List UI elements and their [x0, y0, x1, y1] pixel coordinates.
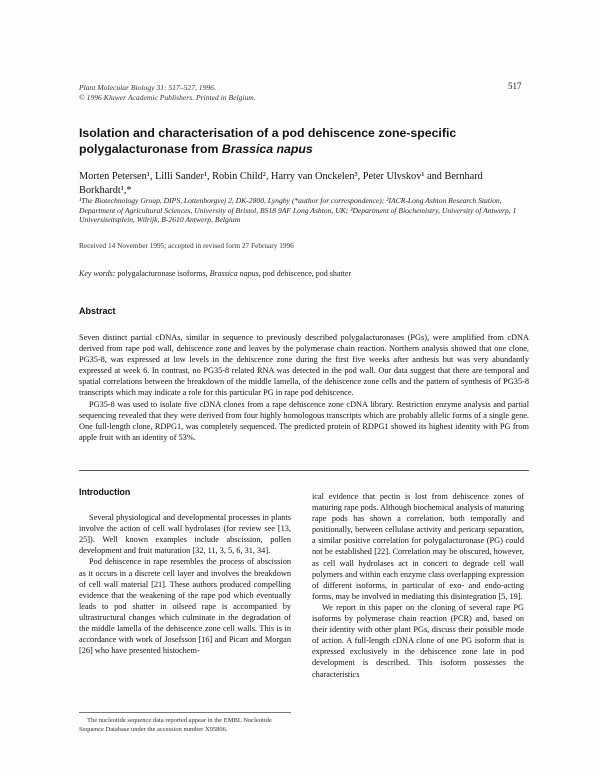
- left-column: [79, 487, 291, 656]
- received-dates: Received 14 November 1995; accepted in revised form 27 February 1996: [79, 241, 294, 250]
- keywords: [79, 269, 351, 278]
- author-list: Morten Petersen¹, Lilli Sander¹, Robin Child², Harry van Onckelen³, Peter Ulvskov¹ and Bernhard Borkhardt¹,*: [79, 171, 483, 196]
- title-main: Isolation and characterisation of a pod dehiscence zone-specific polygalacturonase from: [79, 126, 457, 156]
- keywords-species: Brassica napus: [209, 269, 259, 278]
- affiliations: ¹The Biotechnology Group, DIPS, Lottenborgvej 2, DK-2800, Lyngby (*author for correspondence); ²IACR-Long Ashton Research Station, Department of Agricultural Sciences, University of Bristol, BS18 9AF Long Ashton, UK; ³Department of Biochemistry, University of Antwerp, 1 Universiteitsplein, Wilrijk, B-2610 Antwerp, Belgium: [79, 196, 517, 225]
- journal-line-2: © 1996 Kluwer Academic Publishers. Printed in Belgium.: [79, 93, 256, 102]
- keywords-rest: , pod dehiscence, pod shatter: [258, 269, 352, 278]
- title-species: Brassica napus: [221, 141, 313, 156]
- abstract-paragraph-1: Seven distinct partial cDNAs, similar in sequence to previously described polygalacturonases (PGs), were amplified from cDNA derived from rape pod wall, dehiscence zone and leaves by the polymerase chain reaction. Northern analysis showed that one clone, PG35-8, was expressed at low levels in the dehiscence zone during the first five weeks after anthesis but was very abundantly expressed at week 6. In contrast, no PG35-8 related RNA was detected in the pod wall. Our data suggest that there are temporal and spatial correlations between the breakdown of the middle lamella, of the dehiscence zone cells and the pattern of synthesis of PG35-8 transcripts which may indicate a role for this particular PG in rape pod dehiscence.: [79, 333, 529, 398]
- keywords-label: Key words:: [79, 269, 116, 278]
- abstract-paragraph-2: PG35-8 was used to isolate five cDNA clones from a rape dehiscence zone cDNA library. Restriction enzyme analysis and partial sequencing revealed that they were derived from four highly homologous transcripts which are probably allelic forms of a single gene. One full-length clone, RDPG1, was completely sequenced. The predicted protein of RDPG1 showed its highest identity with PG from apple fruit with an identity of 53%.: [79, 399, 529, 442]
- footnote: The nucleotide sequence data reported appear in the EMBL Nucleotide Sequence Database under the accession number X95806.: [79, 712, 291, 734]
- article-title: [79, 126, 529, 157]
- journal-citation: [79, 83, 256, 103]
- intro-paragraph-2: Pod dehiscence in rape resembles the process of abscission as it occurs in a discrete cell layer and involves the breakdown of cell wall material [21]. These authors produced compelling evidence that the weakening of the rape pod which eventually leads to pod shatter in oilseed rape is accompanied by ultrastructural changes which culminate in the degradation of the middle lamella of the dehiscence zone cell walls. This is in accordance with work of Josefsson [16] and Picart and Morgan [26] who have presented histochem-: [79, 557, 291, 656]
- introduction-heading: Introduction: [79, 487, 131, 497]
- section-divider: [79, 470, 529, 471]
- journal-line-1: Plant Molecular Biology 31: 517–527, 1996.: [79, 83, 216, 92]
- keywords-text: polygalacturonase isoforms,: [117, 269, 208, 278]
- page-number: 517: [508, 81, 522, 91]
- abstract-body: [79, 332, 529, 443]
- abstract-heading: Abstract: [79, 306, 116, 316]
- right-column: [312, 491, 524, 680]
- intro-paragraph-2-continued: ical evidence that pectin is lost from dehiscence zones of maturing rape pods. Although biochemical analysis of maturing rape pods has shown a correlation, both temporally and positionally, between cellulase activity and pericarp separation, a similar positive correlation for polygalacturonase (PG) could not be established [22]. Correlation may be obscured, however, as cell wall hydrolases act in concert to degrade cell wall polymers and within each enzyme class overlapping expression of different isoforms, in particular of exo- and endo-acting forms, may be involved in mediating this disintegration [5, 19].: [312, 492, 524, 601]
- intro-paragraph-3: We report in this paper on the cloning of several rape PG isoforms by polymerase chain reaction (PCR) and, based on their identity with other plant PGs, discuss their possible mode of action. A full-length cDNA clone of one PG isoform that is expressed exclusively in the dehiscence zone late in pod development is described. This isoform possesses the characteristics: [312, 602, 524, 679]
- intro-paragraph-1: Several physiological and developmental processes in plants involve the action of cell wall hydrolases (for review see [13, 25]). Well known examples include abscission, pollen development and fruit maturation [32, 11, 3, 5, 6, 31, 34].: [79, 513, 291, 556]
